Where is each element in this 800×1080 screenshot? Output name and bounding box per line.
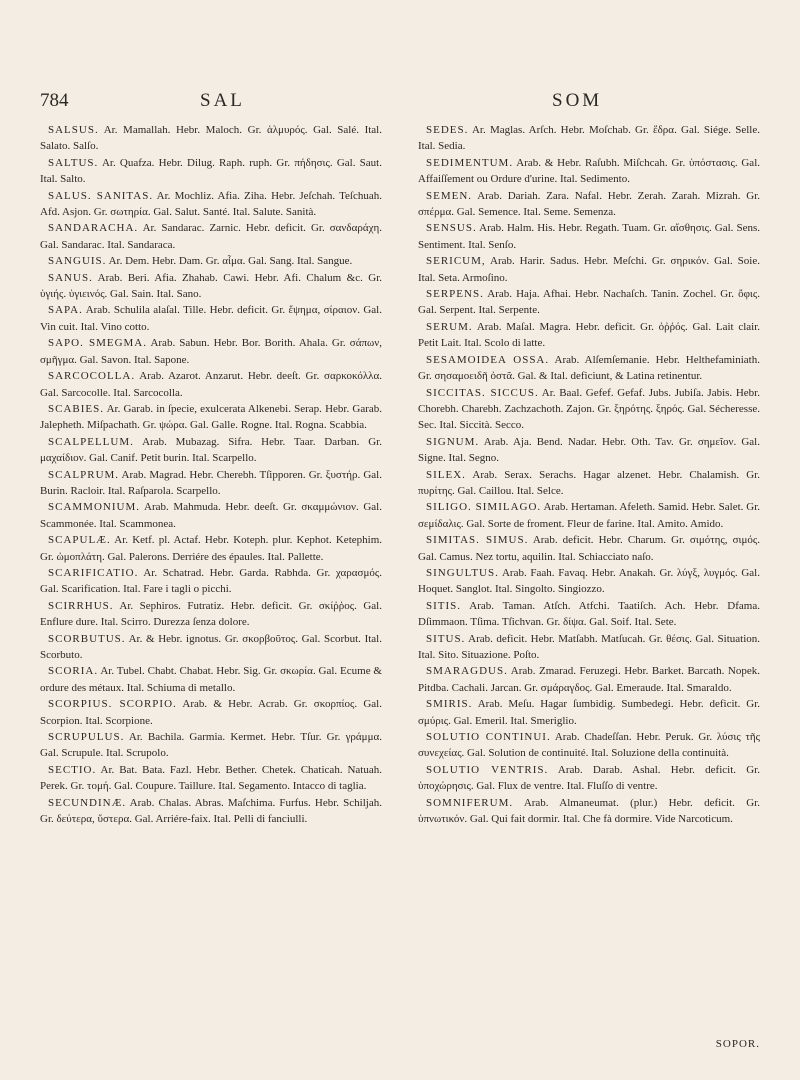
left-column	[40, 122, 382, 1052]
dictionary-entry	[418, 499, 760, 532]
entry-headword: SARCOCOLLA.	[48, 370, 136, 383]
entry-text: Ar. Baal. Gefef. Gefaf. Jubs. Jubiſa. Jabis. Hebr. Chorebh. Charebh. Zachzachoth. Zajon. Gr. ξηρότης. ξηρός. Gal. Sécheresse. Sec. Ital. Siccità. Secco.	[418, 386, 760, 432]
entry-headword: SENSUS.	[426, 222, 477, 235]
dictionary-entry	[40, 729, 382, 762]
entry-headword: SAPA.	[48, 304, 83, 317]
entry-text: Ar. Ketf. pl. Actaf. Hebr. Koteph. plur. Kephot. Ketephim. Gr. ὠμοπλάτη. Gal. Palerons. Derriére des épaules. Ital. Pallette.	[40, 534, 382, 563]
dictionary-entry	[418, 795, 760, 828]
entry-headword: SALTUS.	[48, 156, 99, 169]
entry-headword: SCABIES.	[48, 402, 104, 415]
entry-headword: SESAMOIDEA OSSA.	[426, 353, 550, 366]
entry-headword: SIGNUM.	[426, 435, 480, 448]
entry-headword: SEDIMENTUM.	[426, 156, 514, 169]
entry-headword: SMARAGDUS.	[426, 665, 508, 678]
entry-headword: SERICUM,	[426, 255, 486, 268]
entry-headword: SALSUS.	[48, 124, 99, 136]
dictionary-entry	[418, 598, 760, 631]
entry-text: Arab. Magrad. Hebr. Cherebh. Tſipporen. Gr. ξυστήρ. Gal. Burin. Racloir. Ital. Raſparola. Scarpello.	[40, 468, 382, 497]
entry-headword: SCALPELLUM.	[48, 435, 134, 448]
entry-headword: SALUS. SANITAS.	[48, 189, 154, 202]
dictionary-entry	[418, 319, 760, 352]
page-number: 784	[40, 90, 69, 111]
entry-headword: SEMEN.	[426, 189, 473, 202]
dictionary-entry	[418, 352, 760, 385]
entry-headword: SECUNDINÆ.	[48, 796, 127, 809]
running-head-left: SAL	[200, 90, 245, 111]
entry-text: Ar. Bat. Bata. Fazl. Hebr. Bether. Chetek. Chaticah. Natuah. Perek. Gr. τομή. Gal. Coupure. Taillure. Ital. Segamento. Intacco di taglia.	[40, 763, 382, 793]
entry-text: Arab. deficit. Hebr. Charum. Gr. σιμότης, σιμός. Gal. Camus. Nez tortu, aquilin. Ital. Schiacciato naſo.	[418, 534, 760, 563]
dictionary-entry	[418, 467, 760, 500]
dictionary-entry	[40, 565, 382, 598]
entry-text: Arab. Beri. Afia. Zhahab. Cawi. Hebr. Afi. Chalum &c. Gr. ὑγιής. ὑγιεινός. Gal. Sain. Ital. Sano.	[40, 271, 382, 301]
entry-headword: SOLUTIO VENTRIS.	[426, 763, 549, 776]
entry-text: Arab. Alſemſemanie. Hebr. Helthefaminiath. Gr. σησαμοειδῆ ὀστᾶ. Gal. & Ital. deficiunt, & Latina retinentur.	[418, 353, 760, 383]
dictionary-entry	[418, 220, 760, 253]
entry-text: Ar. Maglas. Arſch. Hebr. Moſchab. Gr. ἕδρα. Gal. Siége. Selle. Ital. Sedia.	[418, 124, 760, 153]
entry-headword: SCORIA.	[48, 665, 99, 678]
dictionary-entry	[418, 122, 760, 155]
entry-headword: SANGUIS.	[48, 255, 107, 268]
entry-text: Ar. Mochliz. Afia. Ziha. Hebr. Jeſchah. Teſchuah. Afd. Asjon. Gr. σωτηρία. Gal. Salut. Santé. Ital. Salute. Sanità.	[40, 189, 382, 219]
dictionary-entry	[40, 434, 382, 467]
entry-text: Arab. & Hebr. Acrab. Gr. σκορπίος. Gal. Scorpion. Ital. Scorpione.	[40, 698, 382, 727]
dictionary-entry	[40, 253, 382, 269]
dictionary-entry	[40, 220, 382, 253]
entry-headword: SILEX.	[426, 468, 466, 481]
dictionary-entry	[418, 663, 760, 696]
entry-text: Ar. & Hebr. ignotus. Gr. σκορβοῦτος. Gal. Scorbut. Ital. Scorbuto.	[40, 632, 382, 661]
dictionary-entry	[418, 696, 760, 729]
dictionary-entry	[40, 795, 382, 828]
dictionary-entry	[418, 631, 760, 664]
entry-headword: SITUS.	[426, 632, 466, 645]
entry-text: Arab. Aja. Bend. Nadar. Hebr. Oth. Tav. Gr. σημεῖον. Gal. Signe. Ital. Segno.	[418, 435, 760, 465]
entry-text: Arab. Chalas. Abras. Maſchima. Furfus. Hebr. Schiljah. Gr. δεύτερα, ὕστερα. Gal. Arriére-faix. Ital. Pelli di fanciulli.	[40, 796, 382, 826]
entry-text: Arab. Haja. Afhai. Hebr. Nachaſch. Tanin. Zochel. Gr. ὄφις. Gal. Serpent. Ital. Serpente.	[418, 288, 760, 317]
entry-text: Ar. Sandarac. Zarnic. Hebr. deficit. Gr. σανδαράχη. Gal. Sandarac. Ital. Sandaraca.	[40, 222, 382, 251]
running-head-right: SOM	[552, 90, 603, 111]
entry-text: Ar. Bachila. Garmia. Kermet. Hebr. Tſur. Gr. γράμμα. Gal. Scrupule. Ital. Scrupolo.	[40, 731, 382, 760]
dictionary-entry	[40, 188, 382, 221]
dictionary-entry	[40, 467, 382, 500]
dictionary-entry	[418, 532, 760, 565]
dictionary-entry	[40, 368, 382, 401]
entry-text: Ar. Mamallah. Hebr. Maloch. Gr. ἁλμυρός. Gal. Salé. Ital. Salato. Salſo.	[40, 124, 382, 153]
entry-headword: SEDES.	[426, 124, 469, 136]
dictionary-entry	[40, 499, 382, 532]
dictionary-entry	[40, 663, 382, 696]
entry-text: Arab. Faah. Favaq. Hebr. Anakah. Gr. λύγξ, λυγμός. Gal. Hoquet. Sanglot. Ital. Singolto. Singiozzo.	[418, 566, 760, 596]
entry-text: Arab. Chadeſſan. Hebr. Peruk. Gr. λύσις τῆς συνεχείας. Gal. Solution de continuité. Ital. Soluzione della continuità.	[418, 731, 760, 760]
entry-text: Arab. Zmarad. Feruzegi. Hebr. Barket. Barcath. Nopek. Pitdba. Cachali. Jarcan. Gr. σμάραγδος. Gal. Emeraude. Ital. Smaraldo.	[418, 665, 760, 694]
entry-text: Arab. Mahmuda. Hebr. deeſt. Gr. σκαμμώνιον. Gal. Scammonée. Ital. Scammonea.	[40, 501, 382, 530]
dictionary-entry	[40, 302, 382, 335]
dictionary-entry	[40, 532, 382, 565]
entry-text: Ar. Tubel. Chabt. Chabat. Hebr. Sig. Gr. σκωρία. Gal. Ecume & ordure des métaux. Ital. Schiuma di metallo.	[40, 665, 382, 694]
entry-text: Arab. deficit. Hebr. Matſabh. Matſucah. Gr. θέσις. Gal. Situation. Ital. Sito. Situazione. Poſto.	[418, 632, 760, 661]
catchword: SOPOR.	[715, 1038, 760, 1050]
entry-text: Arab. Maſal. Magra. Hebr. deficit. Gr. ὀῤῥός. Gal. Lait clair. Petit Lait. Ital. Scolo di latte.	[418, 320, 760, 350]
entry-headword: SCAMMONIUM.	[48, 501, 140, 514]
dictionary-entry	[418, 762, 760, 795]
dictionary-entry	[40, 631, 382, 664]
entry-text: Arab. Schulila alaſal. Tille. Hebr. deficit. Gr. ἕψημα, σίραιον. Gal. Vin cuit. Ital. Vino cotto.	[40, 304, 382, 333]
entry-headword: SECTIO.	[48, 763, 97, 776]
entry-headword: SERUM.	[426, 320, 473, 333]
entry-headword: SCALPRUM.	[48, 468, 120, 481]
entry-headword: SCARIFICATIO.	[48, 566, 139, 579]
dictionary-entry	[418, 729, 760, 762]
dictionary-entry	[40, 598, 382, 631]
entry-text: Arab. & Hebr. Raſubh. Miſchcah. Gr. ὑπόστασις. Gal. Affaiſſement ou Ordure d'urine. Ital. Sedimento.	[418, 156, 760, 186]
entry-text: Ar. Sephiros. Futratiz. Hebr. deficit. Gr. σκίῤῥος. Gal. Enflure dure. Ital. Scirro. Durezza ſenza dolore.	[40, 599, 382, 629]
entry-headword: SCAPULÆ.	[48, 534, 111, 547]
dictionary-entry	[40, 335, 382, 368]
entry-headword: SERPENS.	[426, 288, 484, 301]
entry-text: Ar. Dem. Hebr. Dam. Gr. αἷμα. Gal. Sang. Ital. Sangue.	[108, 255, 353, 268]
dictionary-entry	[418, 385, 760, 434]
entry-text: Arab. Meſu. Hagar ſumbidig. Sumbedegi. Hebr. deficit. Gr. σμύρις. Gal. Emeril. Ital. Smeriglio.	[418, 698, 760, 727]
dictionary-entry	[40, 270, 382, 303]
entry-text: Arab. Dariah. Zara. Nafal. Hebr. Zerah. Zarah. Mizrah. Gr. σπέρμα. Gal. Semence. Ital. Seme. Semenza.	[418, 189, 760, 219]
entry-text: Arab. Almaneumat. (plur.) Hebr. deficit. Gr. ὑπνωτικόν. Gal. Qui fait dormir. Ital. Che fà dormire. Vide Narcoticum.	[418, 796, 760, 826]
dictionary-entry	[40, 122, 382, 155]
dictionary-entry	[418, 155, 760, 188]
dictionary-entry	[418, 188, 760, 221]
dictionary-entry	[418, 434, 760, 467]
dictionary-entry	[40, 696, 382, 729]
entry-text: Arab. Hertaman. Afeleth. Samid. Hebr. Salet. Gr. σεμίδαλις. Gal. Sorte de froment. Fleur de farine. Ital. Amito. Amido.	[418, 501, 760, 530]
entry-headword: SCORPIUS. SCORPIO.	[48, 698, 177, 711]
entry-headword: SITIS.	[426, 599, 462, 612]
dictionary-entry	[418, 286, 760, 319]
entry-text: Arab. Halm. His. Hebr. Regath. Tuam. Gr. αἴσθησις. Gal. Sens. Sentiment. Ital. Senſo.	[418, 222, 760, 251]
entry-text: Ar. Garab. in ſpecie, exulcerata Alkenebi. Serap. Hebr. Garab. Jalepheth. Miſpachath. Gr. ψώρα. Gal. Galle. Rogne. Ital. Rogna. Scabbia.	[40, 402, 382, 432]
dictionary-entry	[418, 253, 760, 286]
dictionary-entry	[418, 565, 760, 598]
entry-text: Ar. Schatrad. Hebr. Garda. Rabhda. Gr. χαρασμός. Gal. Scarification. Ital. Fare i tagli o picchi.	[40, 566, 382, 596]
entry-text: Arab. Serax. Serachs. Hagar alzenet. Hebr. Chalamish. Gr. πυρίτης. Gal. Caillou. Ital. Selce.	[418, 468, 760, 497]
entry-headword: SOMNIFERUM.	[426, 796, 514, 809]
dictionary-entry	[40, 762, 382, 795]
entry-headword: SCRUPULUS.	[48, 731, 125, 744]
entry-text: Arab. Azarot. Anzarut. Hebr. deeſt. Gr. σαρκοκόλλα. Gal. Sarcocolle. Ital. Sarcocolla.	[40, 370, 382, 399]
dictionary-entry	[40, 401, 382, 434]
entry-headword: SAPO. SMEGMA.	[48, 337, 147, 350]
right-column	[418, 122, 760, 1052]
entry-text: Ar. Quafza. Hebr. Dilug. Raph. ruph. Gr. πήδησις. Gal. Saut. Ital. Salto.	[40, 156, 382, 186]
entry-text: Arab. Darab. Ashal. Hebr. deficit. Gr. ὑποχώρησις. Gal. Flux de ventre. Ital. Fluſſo di ventre.	[418, 763, 760, 793]
entry-headword: SICCITAS. SICCUS.	[426, 386, 539, 399]
entry-headword: SANDARACHA.	[48, 222, 139, 235]
entry-headword: SILIGO. SIMILAGO.	[426, 501, 542, 514]
entry-headword: SIMITAS. SIMUS.	[426, 534, 529, 547]
entry-headword: SANUS.	[48, 271, 93, 284]
entry-text: Arab. Mubazag. Sifra. Hebr. Taar. Darban. Gr. μαχαίδιον. Gal. Canif. Petit burin. Ital. Scarpello.	[40, 435, 382, 465]
entry-headword: SOLUTIO CONTINUI.	[426, 731, 551, 744]
entry-headword: SMIRIS.	[426, 698, 473, 711]
entry-text: Arab. Harir. Sadus. Hebr. Meſchi. Gr. σηρικόν. Gal. Soie. Ital. Seta. Armoſino.	[418, 255, 760, 284]
entry-text: Arab. Sabun. Hebr. Bor. Borith. Ahala. Gr. σάπων, σμῆγμα. Gal. Savon. Ital. Sapone.	[40, 337, 382, 366]
entry-text: Arab. Taman. Atſch. Atfchi. Taatiſch. Ach. Hebr. Dfama. Dſimmaon. Tſima. Tſichvan. Gr. δίψα. Gal. Soif. Ital. Sete.	[418, 599, 760, 629]
dictionary-entry	[40, 155, 382, 188]
page-header	[40, 90, 764, 120]
entry-headword: SINGULTUS.	[426, 566, 499, 579]
entry-headword: SCIRRHUS.	[48, 599, 114, 612]
entry-headword: SCORBUTUS.	[48, 632, 126, 645]
